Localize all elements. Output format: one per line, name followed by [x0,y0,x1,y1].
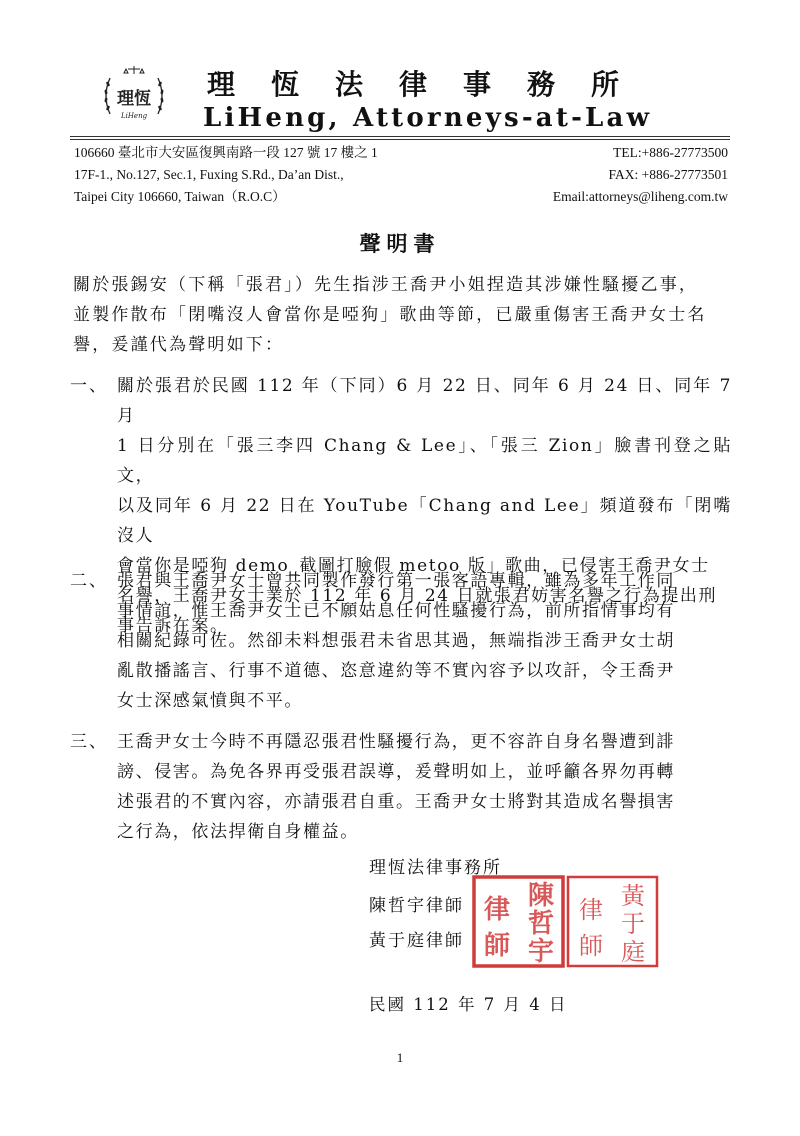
svg-text:理恆: 理恆 [117,89,151,109]
svg-text:黃: 黃 [621,882,645,910]
intro-line: 譽，爰謹代為聲明如下： [73,335,285,355]
address-line: 17F-1., No.127, Sec.1, Fuxing S.Rd., Da’an Dist., [74,167,344,182]
intro-line: 關於張錫安（下稱「張君」）先生指涉王喬尹小姐捏造其涉嫌性騷擾乙事， [73,275,699,295]
header-divider-top [70,136,730,137]
svg-text:師: 師 [579,932,603,960]
address-block [74,142,378,208]
item-line: 相關紀錄可佐。然卻未料想張君未省思其過，無端指涉王喬尹女士胡 [117,631,675,651]
item-line: 之行為，依法捍衛自身權益。 [117,822,359,842]
item-number: 二、 [70,571,108,591]
item-line: 亂散播謠言、行事不道德、恣意違約等不實內容予以攻訐，令王喬尹 [117,661,675,681]
item-line: 事告訴在案。 [117,616,229,636]
signature-lawyer-2: 黃于庭律師 [369,931,464,951]
svg-text:宇: 宇 [527,937,555,967]
statement-item-3 [70,727,735,847]
signature-firm: 理恆法律事務所 [369,858,502,878]
intro-line: 並製作散布「閉嘴沒人會當你是啞狗」歌曲等節，已嚴重傷害王喬尹女士名 [73,305,707,325]
seal-stamp-2 [565,874,660,969]
address-line: Taipei City 106660, Taiwan（R.O.C） [74,189,286,204]
svg-text:律: 律 [483,895,511,925]
address-line: 106660 臺北市大安區復興南路一段 127 號 17 樓之 1 [74,145,378,160]
email: Email:attorneys@liheng.com.tw [552,189,728,204]
statement-item-2 [70,566,735,711]
fax: FAX: +886-27773501 [608,167,728,182]
seal-stamp-1 [471,874,566,969]
svg-text:師: 師 [483,931,511,961]
item-line: 關於張君於民國 112 年（下同）6 月 22 日、同年 6 月 24 日、同年 7 月 [117,376,732,426]
svg-text:于: 于 [621,910,645,938]
item-line: 1 日分別在「張三李四 Chang & Lee」、「張三 Zion」臉書刊登之貼文， [117,436,732,486]
item-number: 一、 [70,376,108,396]
document-date: 民國 112 年 7 月 4 日 [369,995,568,1014]
contact-block [553,142,728,208]
item-line: 女士深感氣憤與不平。 [117,691,303,711]
telephone: TEL:+886-27773500 [613,145,728,160]
item-line: 王喬尹女士今時不再隱忍張君性騷擾行為，更不容許自身名譽遭到誹 [117,732,675,752]
item-line: 謗、侵害。為免各界再受張君誤導，爰聲明如上，並呼籲各界勿再轉 [117,762,675,782]
item-line: 名譽，王喬尹女士業於 112 年 6 月 24 日就張君妨害名譽之行為提出刑 [117,586,718,606]
header-divider-bottom [70,139,730,140]
firm-name-english: LiHeng, Attorneys-at-Law [203,103,653,133]
item-text [117,566,732,716]
item-line: 事情誼，惟王喬尹女士已不願姑息任何性騷擾行為，前所指情事均有 [117,601,675,621]
svg-text:LiHeng: LiHeng [120,112,148,120]
svg-text:哲: 哲 [527,909,555,939]
signature-lawyer-1: 陳哲宇律師 [369,896,464,916]
page-number: 1 [396,1050,404,1065]
item-line: 會當你是啞狗 demo_截圖打臉假 metoo 版」歌曲，已侵害王喬尹女士 [117,556,710,576]
intro-paragraph [73,270,733,360]
item-line: 以及同年 6 月 22 日在 YouTube「Chang and Lee」頻道發布「閉嘴沒人 [117,496,732,546]
document-title: 聲明書 [359,231,441,256]
firm-name-chinese: 理恆法律事務所 [207,68,656,101]
firm-logo [98,60,170,132]
item-line: 張君與王喬尹女士曾共同製作發行第一張客語專輯，雖為多年工作同 [117,571,675,591]
item-text [117,727,732,847]
svg-text:律: 律 [579,896,603,924]
svg-text:陳: 陳 [527,881,555,911]
item-number: 三、 [70,732,108,752]
item-line: 述張君的不實內容，亦請張君自重。王喬尹女士將對其造成名譽損害 [117,792,675,812]
svg-text:庭: 庭 [621,938,645,966]
